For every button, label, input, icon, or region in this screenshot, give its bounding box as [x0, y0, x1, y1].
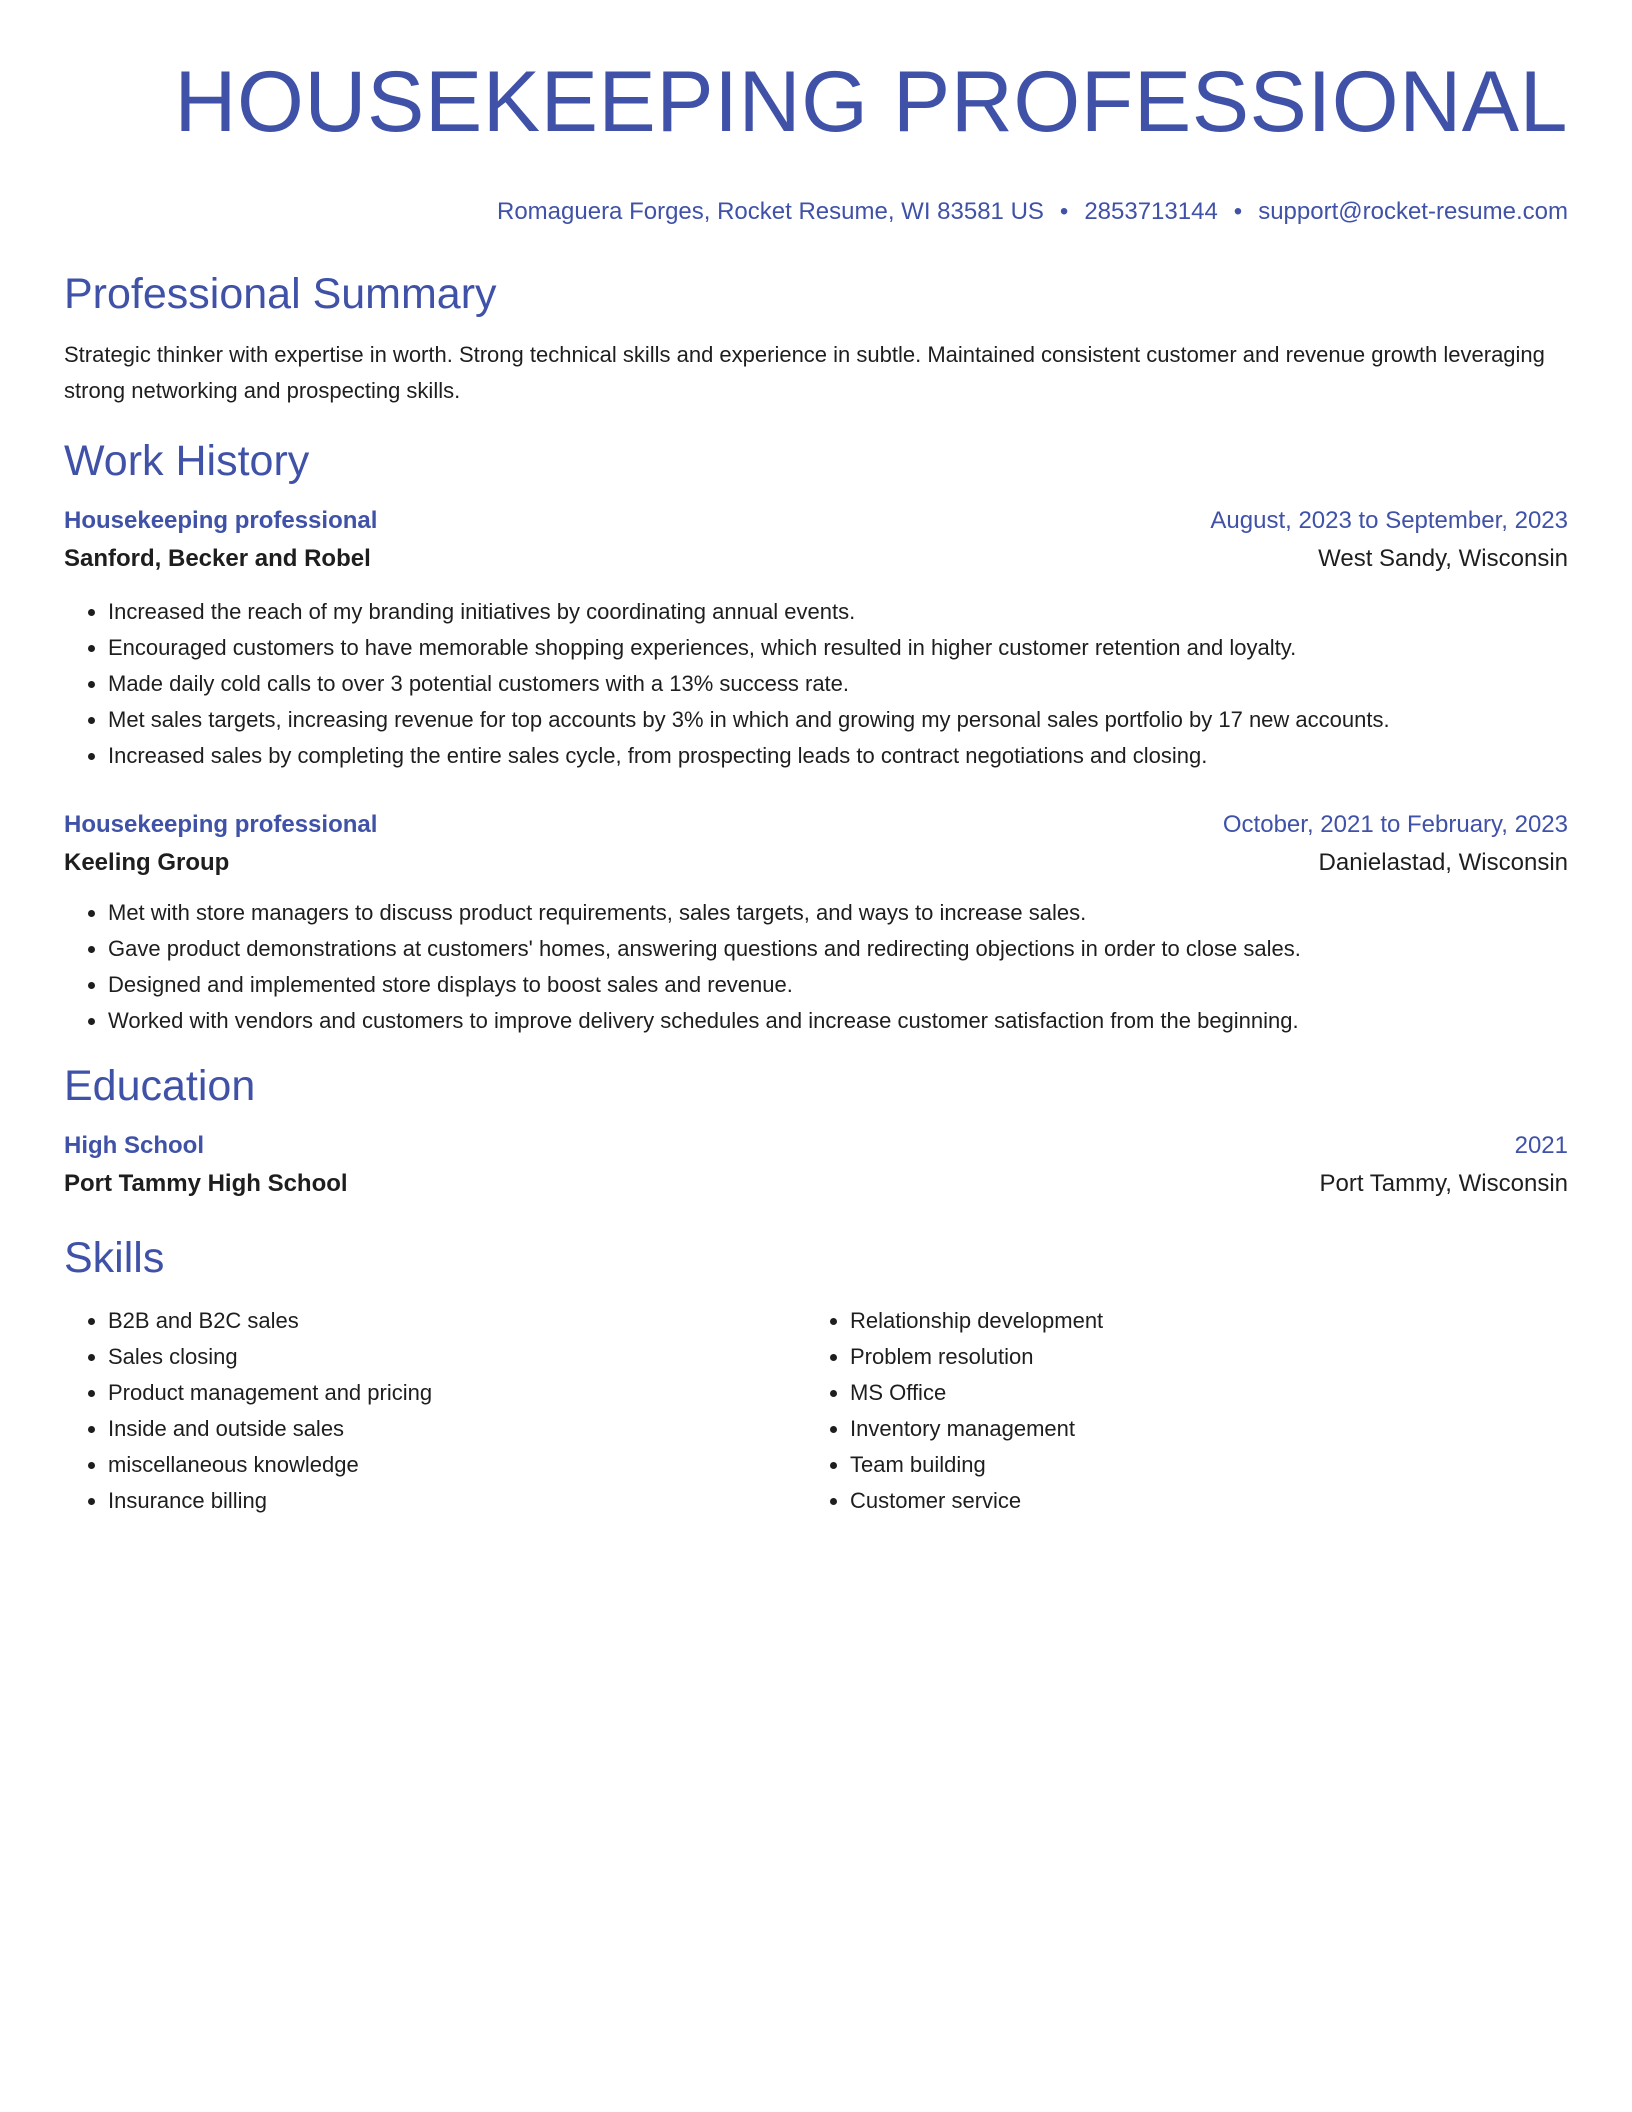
section-title-summary: Professional Summary [64, 270, 497, 318]
job-company: Keeling Group [64, 849, 230, 876]
job-dates: October, 2021 to February, 2023 [1222, 811, 1568, 838]
job-location: West Sandy, Wisconsin [1318, 545, 1568, 572]
job-bullet: • Encouraged customers to have memorable shopping experiences, which resulted in higher customer retention and loyalty. [108, 630, 1568, 666]
contact-separator: • [1059, 198, 1069, 225]
contact-line [64, 198, 1568, 226]
skill-item: • Relationship development [850, 1303, 1548, 1339]
job-bullet: • Gave product demonstrations at customers' homes, answering questions and redirecting objections in order to close sales. [108, 931, 1568, 967]
job-bullet: • Met with store managers to discuss product requirements, sales targets, and ways to increase sales. [108, 895, 1568, 931]
skill-item: • Insurance billing [108, 1483, 806, 1519]
skills-grid [64, 1303, 1568, 1519]
skill-item: • Sales closing [108, 1339, 806, 1375]
skill-item: • MS Office [850, 1375, 1548, 1411]
education-school: Port Tammy High School [64, 1170, 348, 1197]
job-bullets [64, 895, 1568, 1039]
skills-list [806, 1303, 1548, 1519]
work-entry [64, 806, 1568, 1039]
job-company: Sanford, Becker and Robel [64, 545, 371, 572]
education-entry-subheader [64, 1165, 1568, 1203]
skill-item: • Inventory management [850, 1411, 1548, 1447]
contact-separator: • [1233, 198, 1243, 225]
skills-column-left [64, 1303, 806, 1519]
work-entry [64, 502, 1568, 774]
skill-item: • Product management and pricing [108, 1375, 806, 1411]
skills-list [64, 1303, 806, 1519]
contact-email[interactable]: support@rocket-resume.com [1258, 198, 1568, 225]
job-title: Housekeeping professional [64, 507, 378, 534]
education-entry-header [64, 1127, 1568, 1165]
work-entry-subheader [64, 844, 1568, 882]
section-title-education: Education [64, 1062, 256, 1110]
education-entry [64, 1127, 1568, 1203]
work-entry-subheader [64, 540, 1568, 578]
summary-text: Strategic thinker with expertise in worth. Strong technical skills and experience in subtle. Maintained consistent customer and revenue growth leveraging strong networking and prospecting skills. [64, 342, 1545, 403]
candidate-name: HOUSEKEEPING PROFESSIONAL [174, 54, 1568, 150]
job-bullet: • Increased sales by completing the entire sales cycle, from prospecting leads to contract negotiations and closing. [108, 738, 1568, 774]
work-entry-header [64, 502, 1568, 540]
contact-address: Romaguera Forges, Rocket Resume, WI 83581 US [497, 198, 1044, 225]
job-bullet: • Designed and implemented store displays to boost sales and revenue. [108, 967, 1568, 1003]
section-title-skills: Skills [64, 1234, 165, 1282]
section-title-work-history: Work History [64, 437, 310, 485]
skill-item: • Inside and outside sales [108, 1411, 806, 1447]
skill-item: • Problem resolution [850, 1339, 1548, 1375]
skill-item: • Team building [850, 1447, 1548, 1483]
job-location: Danielastad, Wisconsin [1318, 849, 1568, 876]
skill-item: • Customer service [850, 1483, 1548, 1519]
job-bullets [64, 594, 1568, 774]
resume-header [64, 0, 1568, 226]
education-degree: High School [64, 1132, 204, 1159]
job-bullet: • Met sales targets, increasing revenue for top accounts by 3% in which and growing my personal sales portfolio by 17 new accounts. [108, 702, 1568, 738]
job-bullet: • Increased the reach of my branding initiatives by coordinating annual events. [108, 594, 1568, 630]
education-location: Port Tammy, Wisconsin [1319, 1170, 1568, 1197]
resume-page [64, 0, 1568, 1519]
contact-phone: 2853713144 [1084, 198, 1218, 225]
skills-column-right [806, 1303, 1548, 1519]
job-bullet: • Made daily cold calls to over 3 potential customers with a 13% success rate. [108, 666, 1568, 702]
job-dates: August, 2023 to September, 2023 [1210, 507, 1568, 534]
job-title: Housekeeping professional [64, 811, 378, 838]
work-entry-header [64, 806, 1568, 844]
education-year: 2021 [1514, 1132, 1568, 1159]
skill-item: • B2B and B2C sales [108, 1303, 806, 1339]
job-bullet: • Worked with vendors and customers to improve delivery schedules and increase customer satisfaction from the beginning. [108, 1003, 1568, 1039]
skill-item: • miscellaneous knowledge [108, 1447, 806, 1483]
